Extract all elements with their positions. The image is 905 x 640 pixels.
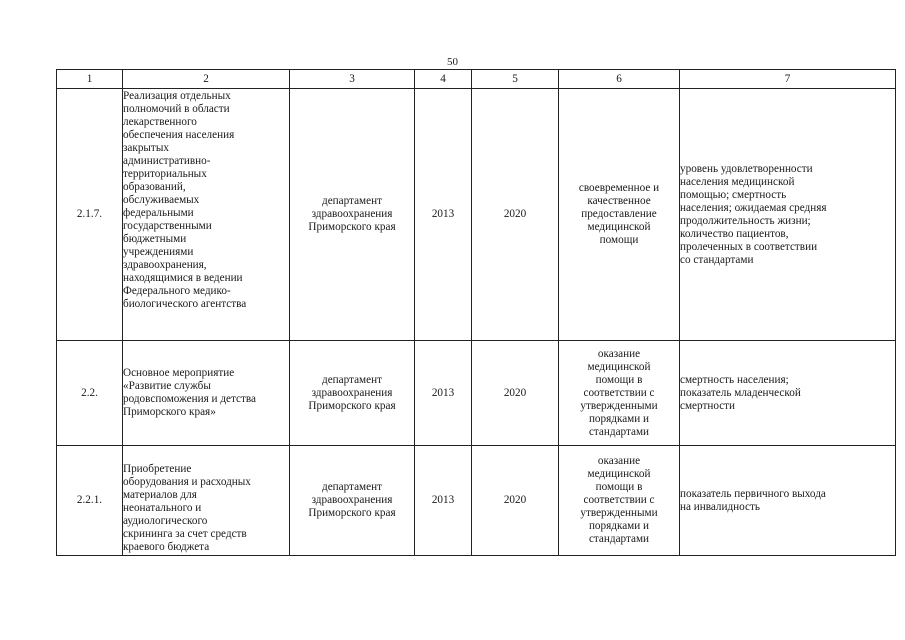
target-indicators [680, 341, 896, 446]
responsible-department-text: департамент здравоохранения Приморского края [308, 373, 396, 412]
target-indicators [680, 89, 896, 341]
column-header-7: 7 [680, 70, 896, 89]
end-year: 2020 [472, 89, 559, 341]
program-activities-table [56, 69, 896, 556]
target-indicators-text: смертность населения; показатель младенческой смертности [680, 373, 801, 412]
expected-result-text: оказание медицинской помощи в соответствии с утвержденными порядками и стандартами [580, 455, 658, 545]
row-number: 2.2. [57, 341, 123, 446]
column-header-3: 3 [290, 70, 415, 89]
page-number: 50 [447, 56, 458, 68]
responsible-department-text: департамент здравоохранения Приморского края [308, 195, 396, 233]
activity-name-text: Реализация отдельных полномочий в области лекарственного обеспечения населения закрытых административно- территориальных образований, обслуживаемых федеральными государственными бюджетными учреждениями здравоохранения, находящимися в ведении Федерального медико- биологического агентства [123, 90, 247, 310]
activity-name [123, 446, 290, 556]
activity-name-text: Приобретение оборудования и расходных материалов для неонатального и аудиологического скрининга за счет средств краевого бюджета [123, 463, 251, 553]
activity-name-text: Основное мероприятие «Развитие службы родовспоможения и детства Приморского края» [123, 367, 256, 418]
column-header-4: 4 [415, 70, 472, 89]
responsible-department [290, 89, 415, 341]
expected-result [559, 446, 680, 556]
column-header-1: 1 [57, 70, 123, 89]
expected-result-text: оказание медицинской помощи в соответствии с утвержденными порядками и стандартами [580, 347, 658, 438]
end-year: 2020 [472, 341, 559, 446]
table-row [57, 341, 896, 446]
responsible-department-text: департамент здравоохранения Приморского края [308, 481, 396, 519]
row-number: 2.2.1. [57, 446, 123, 556]
start-year: 2013 [415, 341, 472, 446]
start-year: 2013 [415, 89, 472, 341]
expected-result [559, 341, 680, 446]
responsible-department [290, 341, 415, 446]
column-header-6: 6 [559, 70, 680, 89]
expected-result [559, 89, 680, 341]
table-row [57, 446, 896, 556]
row-number: 2.1.7. [57, 89, 123, 341]
target-indicators [680, 446, 896, 556]
target-indicators-text: показатель первичного выхода на инвалидность [680, 487, 826, 513]
expected-result-text: своевременное и качественное предоставление медицинской помощи [578, 182, 660, 246]
start-year: 2013 [415, 446, 472, 556]
responsible-department [290, 446, 415, 556]
activity-name [123, 341, 290, 446]
activity-name [123, 89, 290, 341]
end-year: 2020 [472, 446, 559, 556]
column-header-5: 5 [472, 70, 559, 89]
column-header-2: 2 [123, 70, 290, 89]
table-row [57, 89, 896, 341]
target-indicators-text: уровень удовлетворенности населения медицинской помощью; смертность населения; ожидаемая средняя продолжительность жизни; количество пациентов, пролеченных в соответствии со стандартами [680, 162, 827, 266]
column-number-row [57, 70, 896, 89]
